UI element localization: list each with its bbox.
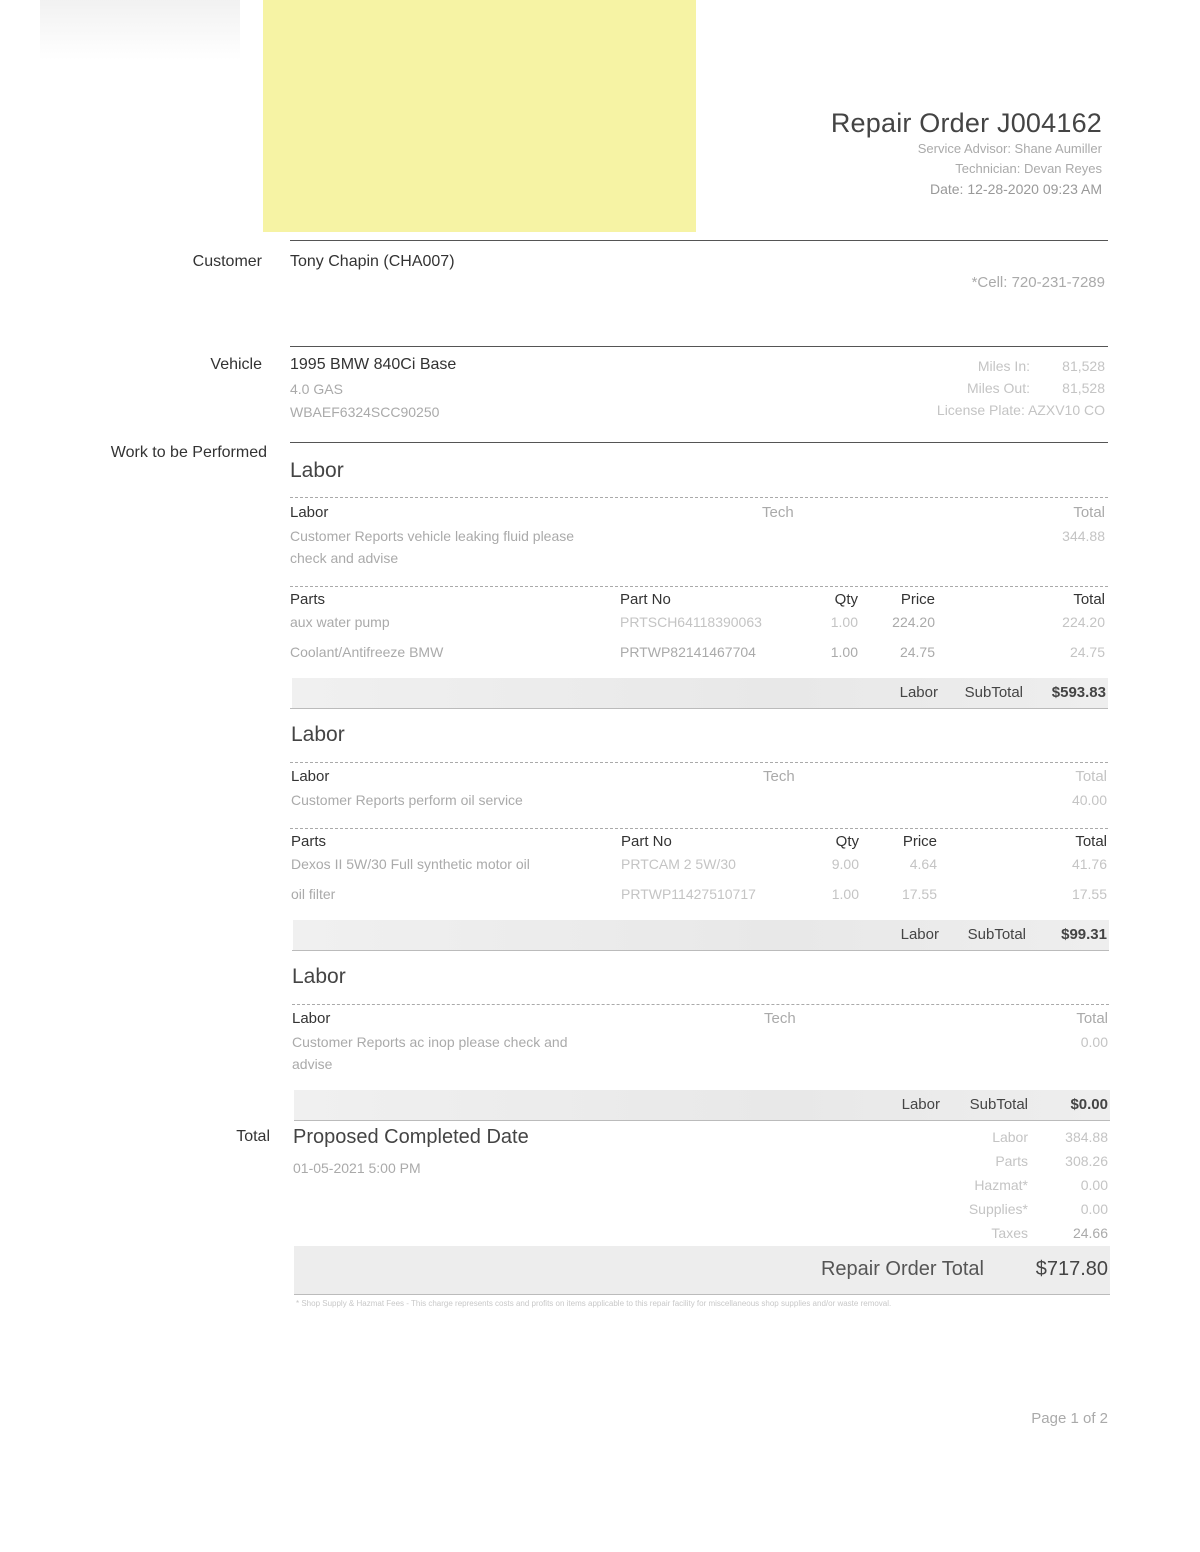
labor-header: Labor	[291, 768, 330, 785]
page-number: Page 1 of 2	[1031, 1410, 1108, 1427]
labor-header: Labor	[292, 1010, 331, 1027]
part-name: Coolant/Antifreeze BMW	[290, 644, 444, 660]
tech-header: Tech	[763, 768, 795, 785]
divider	[290, 346, 1108, 347]
tech-header: Tech	[762, 504, 794, 521]
subtotal-labor-label: Labor	[901, 1096, 940, 1113]
summary-label: Labor	[992, 1129, 1028, 1145]
proposed-date: 01-05-2021 5:00 PM	[293, 1160, 421, 1176]
vehicle-label: Vehicle	[210, 356, 262, 373]
subtotal-value: $0.00	[1070, 1096, 1108, 1113]
summary-label: Supplies*	[968, 1201, 1028, 1217]
divider	[290, 708, 1108, 709]
parts-header: Parts	[290, 591, 326, 608]
divider	[290, 762, 1108, 763]
total-header: Total	[1075, 768, 1107, 785]
proposed-date-title: Proposed Completed Date	[293, 1126, 529, 1148]
total-label: Total	[236, 1128, 270, 1145]
labor-total: 40.00	[1071, 792, 1107, 808]
divider	[290, 240, 1108, 241]
subtotal-labor-label: Labor	[899, 684, 938, 701]
subtotal-value: $593.83	[1051, 684, 1106, 701]
price-header: Price	[900, 591, 935, 608]
divider	[290, 497, 1108, 498]
parts-total-header: Total	[1075, 833, 1107, 850]
miles-in-label: Miles In:	[977, 358, 1030, 374]
divider	[290, 442, 1108, 443]
labor-description: Customer Reports perform oil service	[291, 792, 523, 808]
part-price: 24.75	[899, 644, 935, 660]
summary-label: Taxes	[991, 1225, 1028, 1241]
labor-description: Customer Reports ac inop please check and	[292, 1034, 568, 1050]
divider	[292, 950, 1109, 951]
parts-header: Parts	[291, 833, 327, 850]
grand-total-value: $717.80	[1035, 1258, 1108, 1280]
part-price: 4.64	[909, 856, 937, 872]
price-header: Price	[902, 833, 937, 850]
divider	[290, 828, 1108, 829]
part-qty: 1.00	[830, 614, 858, 630]
labor-total: 0.00	[1080, 1034, 1108, 1050]
divider	[294, 1120, 1110, 1121]
part-number: PRTSCH64118390063	[620, 614, 762, 630]
grand-total-bar	[294, 1246, 1110, 1294]
labor-total: 344.88	[1062, 528, 1105, 544]
summary-label: Hazmat*	[974, 1177, 1028, 1193]
qty-header: Qty	[835, 833, 859, 850]
summary-value: 0.00	[1080, 1177, 1108, 1193]
subtotal-bar	[292, 678, 1108, 708]
customer-phone: *Cell: 720-231-7289	[971, 274, 1105, 291]
miles-out-label: Miles Out:	[966, 380, 1030, 396]
license-plate: License Plate: AZXV10 CO	[936, 402, 1105, 418]
order-date: Date: 12-28-2020 09:23 AM	[929, 181, 1102, 197]
grand-total-label: Repair Order Total	[820, 1258, 984, 1280]
subtotal-label: SubTotal	[969, 1096, 1028, 1113]
service-advisor: Service Advisor: Shane Aumiller	[917, 141, 1102, 156]
part-number: PRTCAM 2 5W/30	[621, 856, 736, 872]
summary-value: 308.26	[1065, 1153, 1108, 1169]
subtotal-bar	[293, 920, 1109, 950]
part-name: Dexos II 5W/30 Full synthetic motor oil	[291, 856, 530, 872]
part-total: 17.55	[1071, 886, 1107, 902]
scan-smudge	[40, 0, 240, 60]
divider	[294, 1294, 1110, 1295]
vehicle-model: 1995 BMW 840Ci Base	[290, 356, 457, 373]
order-header	[831, 108, 1102, 199]
total-header: Total	[1073, 504, 1105, 521]
part-qty: 1.00	[831, 886, 859, 902]
labor-description: check and advise	[290, 550, 399, 566]
total-header: Total	[1076, 1010, 1108, 1027]
subtotal-bar	[294, 1090, 1110, 1120]
part-name: oil filter	[291, 886, 336, 902]
order-title: Repair Order J004162	[830, 108, 1102, 138]
summary-value: 24.66	[1072, 1225, 1108, 1241]
subtotal-labor-label: Labor	[900, 926, 939, 943]
part-qty: 1.00	[830, 644, 858, 660]
part-no-header: Part No	[621, 833, 672, 850]
labor-header: Labor	[290, 504, 329, 521]
subtotal-value: $99.31	[1061, 926, 1107, 943]
subtotal-label: SubTotal	[967, 926, 1026, 943]
miles-out-value: 81,528	[1062, 380, 1105, 396]
fee-footnote: * Shop Supply & Hazmat Fees - This charge represents costs and profits on items applicable to this repair facility for miscellaneous shop supplies and/or waste removal.	[296, 1299, 892, 1308]
sticky-note	[263, 0, 696, 232]
part-name: aux water pump	[290, 614, 390, 630]
customer-label: Customer	[192, 253, 262, 270]
part-total: 24.75	[1069, 644, 1105, 660]
labor-description: advise	[292, 1056, 333, 1072]
part-number: PRTWP82141467704	[620, 644, 756, 660]
work-label: Work to be Performed	[110, 444, 267, 461]
divider	[292, 1004, 1109, 1005]
part-total: 41.76	[1071, 856, 1107, 872]
labor-description: Customer Reports vehicle leaking fluid please	[290, 528, 575, 544]
job-title: Labor	[291, 723, 345, 746]
part-total: 224.20	[1062, 614, 1105, 630]
job-title: Labor	[292, 965, 346, 988]
summary-value: 384.88	[1065, 1129, 1108, 1145]
parts-total-header: Total	[1073, 591, 1105, 608]
part-number: PRTWP11427510717	[621, 886, 756, 902]
vehicle-vin: WBAEF6324SCC90250	[290, 404, 440, 420]
vehicle-engine: 4.0 GAS	[290, 381, 343, 397]
tech-header: Tech	[764, 1010, 796, 1027]
divider	[290, 586, 1108, 587]
customer-name: Tony Chapin (CHA007)	[290, 253, 455, 270]
subtotal-label: SubTotal	[964, 684, 1023, 701]
part-qty: 9.00	[831, 856, 859, 872]
miles-in-value: 81,528	[1062, 358, 1105, 374]
job-title: Labor	[290, 459, 344, 482]
summary-label: Parts	[995, 1153, 1028, 1169]
part-price: 17.55	[901, 886, 937, 902]
summary-value: 0.00	[1080, 1201, 1108, 1217]
part-no-header: Part No	[620, 591, 671, 608]
qty-header: Qty	[834, 591, 858, 608]
technician: Technician: Devan Reyes	[955, 161, 1102, 176]
part-price: 224.20	[892, 614, 935, 630]
